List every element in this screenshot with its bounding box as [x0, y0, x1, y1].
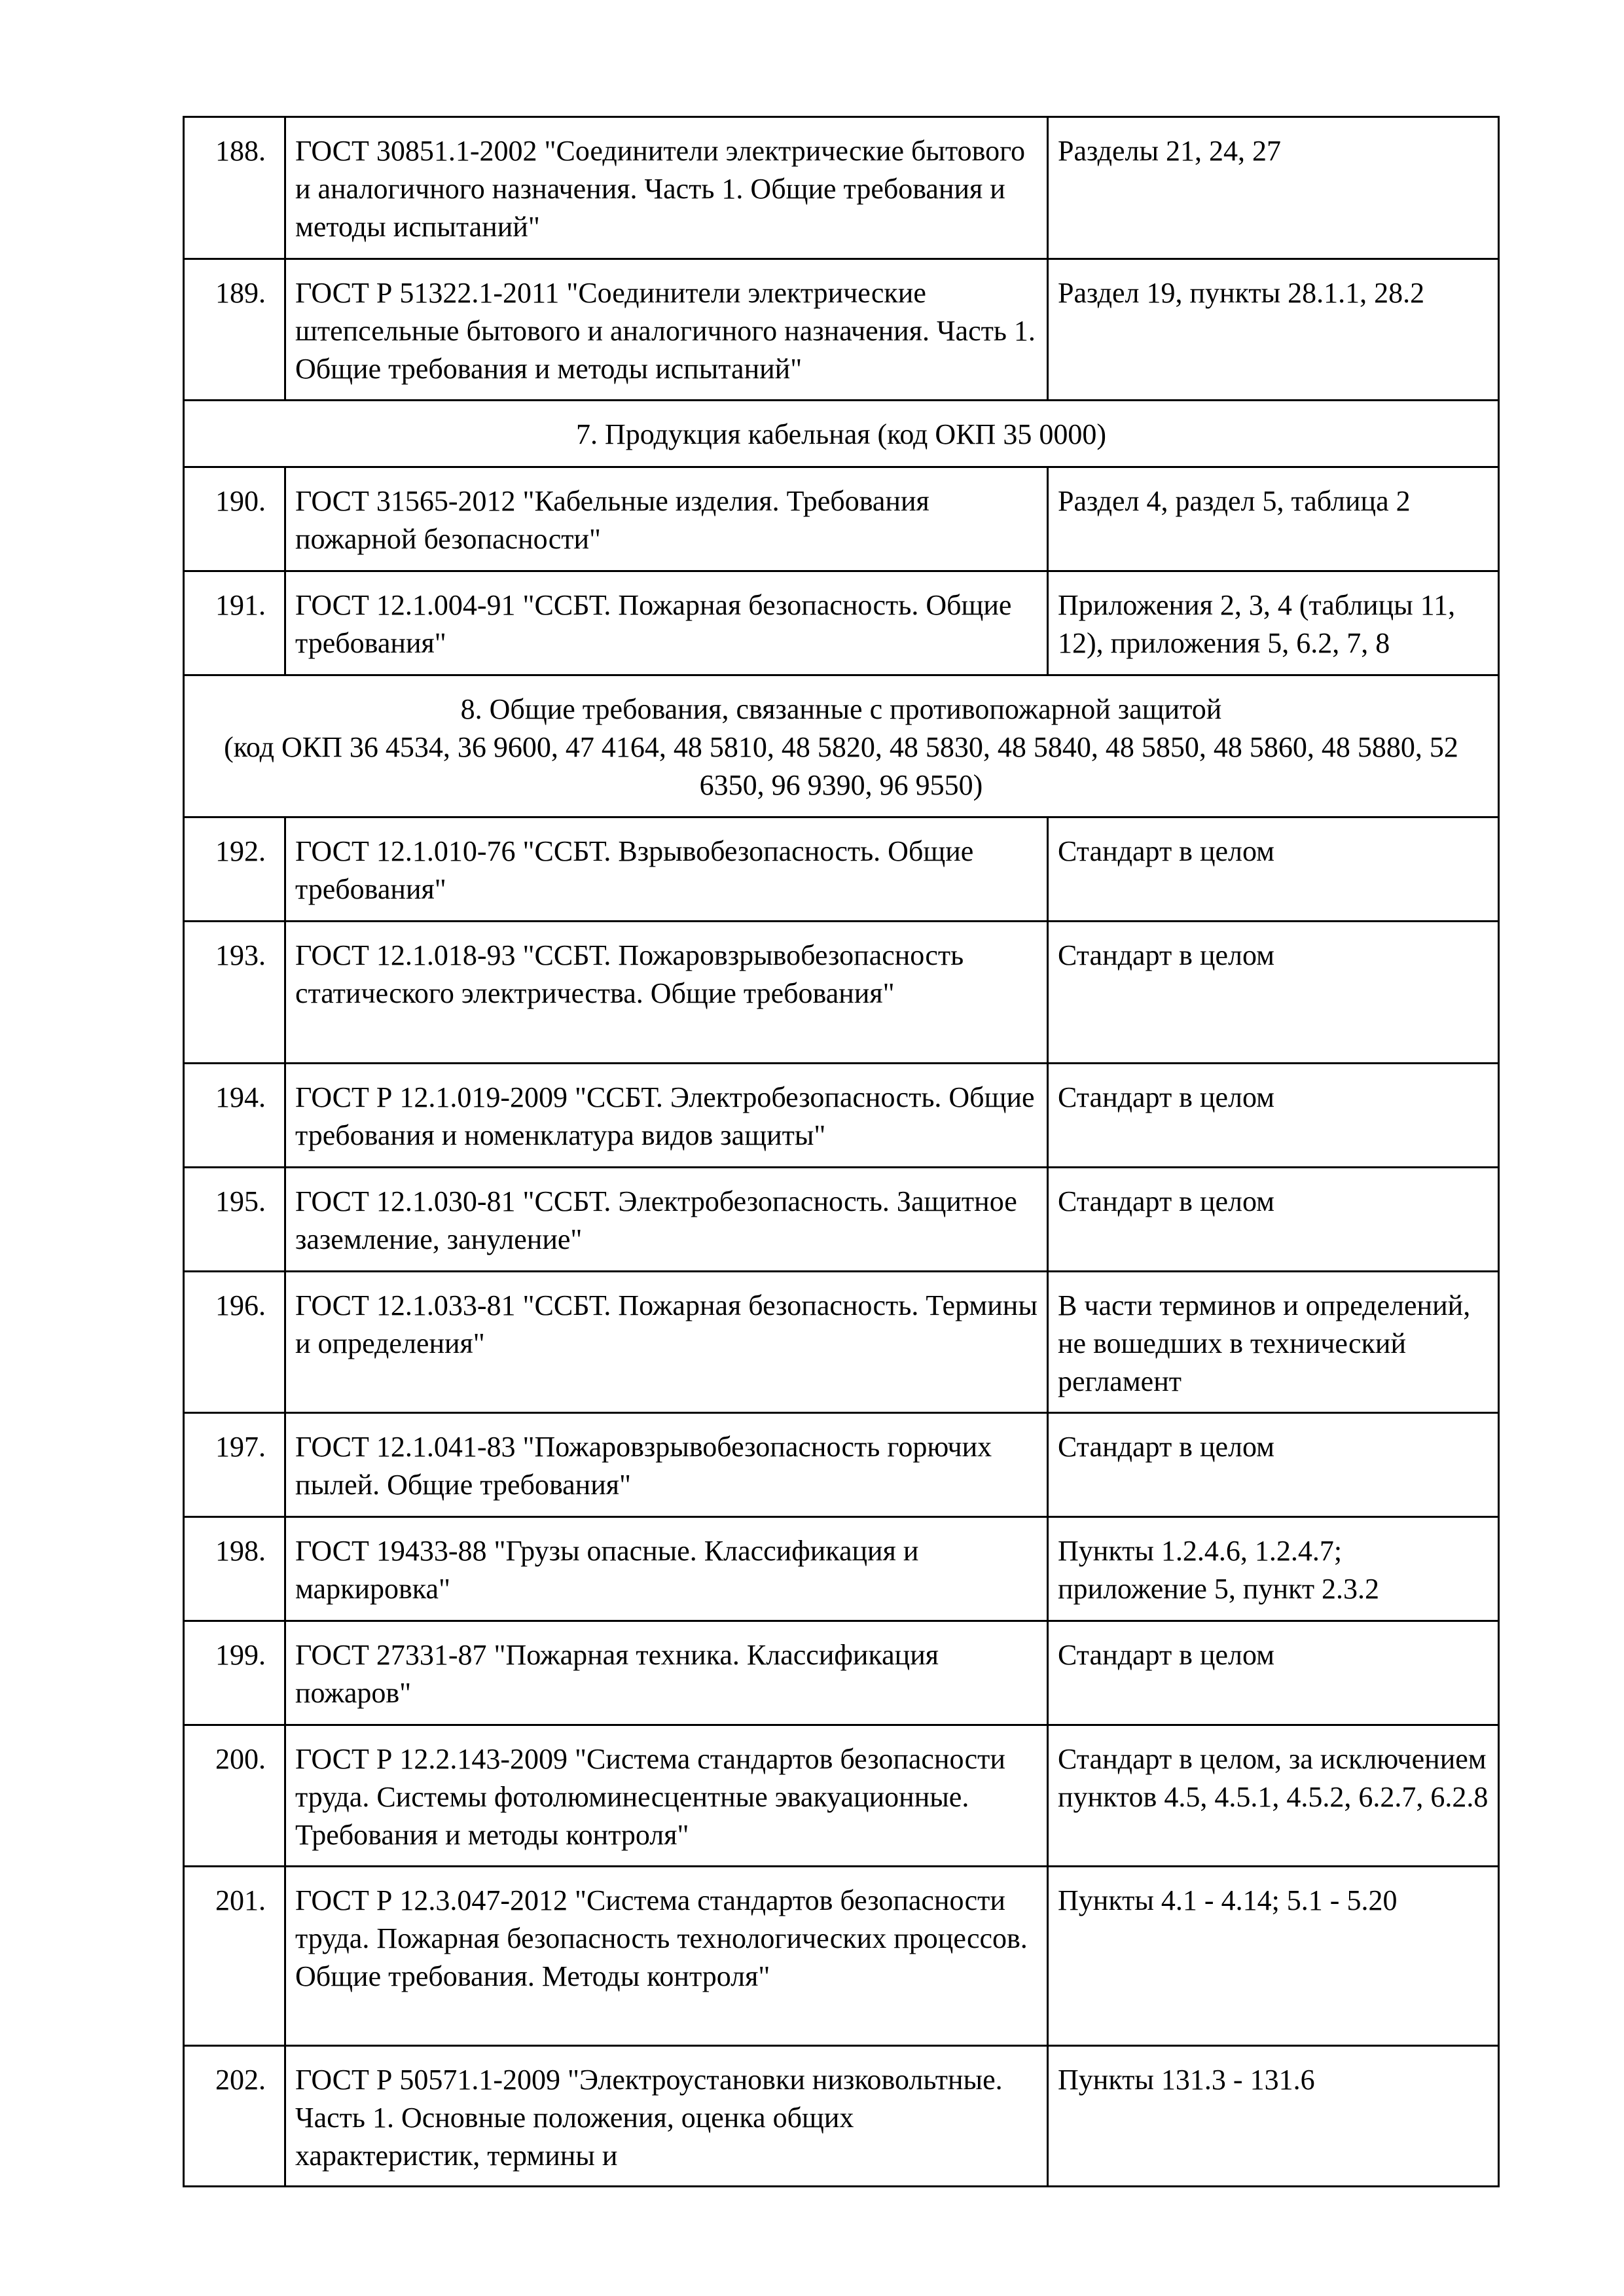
standard-title: ГОСТ 31565-2012 "Кабельные изделия. Требования пожарной безопасности": [285, 467, 1048, 571]
standard-title: ГОСТ 19433-88 "Грузы опасные. Классификация и маркировка": [285, 1517, 1048, 1621]
standard-title: ГОСТ 12.1.030-81 "ССБТ. Электробезопасность. Защитное заземление, зануление": [285, 1168, 1048, 1272]
table-row: [184, 1517, 1499, 1621]
table-row: [184, 1413, 1499, 1517]
standard-title: ГОСТ Р 12.3.047-2012 "Система стандартов безопасности труда. Пожарная безопасность технологических процессов. Общие требования. Методы контроля": [285, 1867, 1048, 2046]
table-row: [184, 2046, 1499, 2187]
section-heading: [184, 675, 1499, 817]
table-row: [184, 467, 1499, 571]
row-number: 190.: [184, 467, 285, 571]
applicable-sections: Стандарт в целом: [1048, 1168, 1499, 1272]
table-row: [184, 1064, 1499, 1168]
row-number: 198.: [184, 1517, 285, 1621]
standard-title: ГОСТ Р 12.2.143-2009 "Система стандартов безопасности труда. Системы фотолюминесцентные эвакуационные. Требования и методы контроля": [285, 1725, 1048, 1867]
standard-title: ГОСТ Р 50571.1-2009 "Электроустановки низковольтные. Часть 1. Основные положения, оценка общих характеристик, термины и: [285, 2046, 1048, 2187]
table-row: [184, 1867, 1499, 2046]
applicable-sections: Приложения 2, 3, 4 (таблицы 11, 12), приложения 5, 6.2, 7, 8: [1048, 571, 1499, 675]
row-number: 196.: [184, 1272, 285, 1413]
row-number: 192.: [184, 817, 285, 922]
table-row: [184, 1272, 1499, 1413]
row-number: 194.: [184, 1064, 285, 1168]
applicable-sections: Стандарт в целом: [1048, 1621, 1499, 1725]
table-row: [184, 1621, 1499, 1725]
applicable-sections: Разделы 21, 24, 27: [1048, 117, 1499, 259]
section-heading-title: 7. Продукция кабельная (код ОКП 35 0000): [576, 418, 1106, 450]
applicable-sections: Стандарт в целом: [1048, 817, 1499, 922]
standard-title: ГОСТ 30851.1-2002 "Соединители электрические бытового и аналогичного назначения. Часть 1. Общие требования и методы испытаний": [285, 117, 1048, 259]
row-number: 189.: [184, 259, 285, 401]
section-header-row: [184, 675, 1499, 817]
applicable-sections: Стандарт в целом: [1048, 1413, 1499, 1517]
section-heading-title: 8. Общие требования, связанные с противопожарной защитой: [460, 693, 1222, 725]
applicable-sections: Стандарт в целом: [1048, 922, 1499, 1064]
standard-title: ГОСТ 12.1.033-81 "ССБТ. Пожарная безопасность. Термины и определения": [285, 1272, 1048, 1413]
row-number: 202.: [184, 2046, 285, 2187]
row-number: 195.: [184, 1168, 285, 1272]
standard-title: ГОСТ Р 12.1.019-2009 "ССБТ. Электробезопасность. Общие требования и номенклатура видов защиты": [285, 1064, 1048, 1168]
standard-title: ГОСТ 12.1.018-93 "ССБТ. Пожаровзрывобезопасность статического электричества. Общие требования": [285, 922, 1048, 1064]
row-number: 188.: [184, 117, 285, 259]
table-row: [184, 571, 1499, 675]
applicable-sections: Пункты 131.3 - 131.6: [1048, 2046, 1499, 2187]
table-row: [184, 259, 1499, 401]
row-number: 199.: [184, 1621, 285, 1725]
applicable-sections: Раздел 4, раздел 5, таблица 2: [1048, 467, 1499, 571]
section-heading-codes: (код ОКП 36 4534, 36 9600, 47 4164, 48 5810, 48 5820, 48 5830, 48 5840, 48 5850, 48 5860, 48 5880, 52 6350, 96 9390, 96 9550): [224, 731, 1458, 801]
applicable-sections: Стандарт в целом: [1048, 1064, 1499, 1168]
section-header-row: [184, 401, 1499, 467]
applicable-sections: Пункты 1.2.4.6, 1.2.4.7; приложение 5, пункт 2.3.2: [1048, 1517, 1499, 1621]
applicable-sections: Раздел 19, пункты 28.1.1, 28.2: [1048, 259, 1499, 401]
standard-title: ГОСТ 12.1.010-76 "ССБТ. Взрывобезопасность. Общие требования": [285, 817, 1048, 922]
applicable-sections: В части терминов и определений, не вошедших в технический регламент: [1048, 1272, 1499, 1413]
row-number: 200.: [184, 1725, 285, 1867]
row-number: 201.: [184, 1867, 285, 2046]
table-row: [184, 1725, 1499, 1867]
table-row: [184, 922, 1499, 1064]
applicable-sections: Стандарт в целом, за исключением пунктов 4.5, 4.5.1, 4.5.2, 6.2.7, 6.2.8: [1048, 1725, 1499, 1867]
standard-title: ГОСТ Р 51322.1-2011 "Соединители электрические штепсельные бытового и аналогичного назначения. Часть 1. Общие требования и методы испытаний": [285, 259, 1048, 401]
applicable-sections: Пункты 4.1 - 4.14; 5.1 - 5.20: [1048, 1867, 1499, 2046]
row-number: 197.: [184, 1413, 285, 1517]
row-number: 193.: [184, 922, 285, 1064]
row-number: 191.: [184, 571, 285, 675]
table-row: [184, 1168, 1499, 1272]
standard-title: ГОСТ 12.1.004-91 "ССБТ. Пожарная безопасность. Общие требования": [285, 571, 1048, 675]
table-row: [184, 117, 1499, 259]
table-row: [184, 817, 1499, 922]
standards-table: [183, 116, 1500, 2187]
standard-title: ГОСТ 27331-87 "Пожарная техника. Классификация пожаров": [285, 1621, 1048, 1725]
section-heading: [184, 401, 1499, 467]
standard-title: ГОСТ 12.1.041-83 "Пожаровзрывобезопасность горючих пылей. Общие требования": [285, 1413, 1048, 1517]
